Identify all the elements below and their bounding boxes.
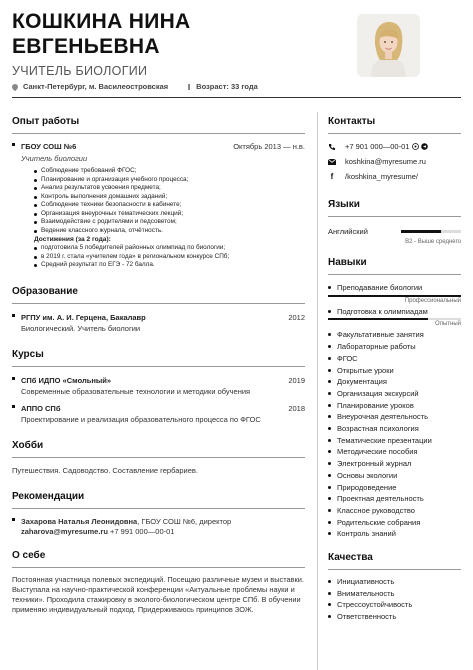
personal-meta bbox=[12, 82, 258, 91]
about-text: Постоянная участница полевых экспедиций. Посещаю различные музеи и выставки. Выступала на научно-практической конференции «Актуальные проблемы науки и техники». Проходила стажировку в эколого-биологическом центре СПб. В обучении применяю индивидуальный подход. Придерживаюсь принципов ЗОЖ. bbox=[12, 574, 304, 614]
skill-level: Профессиональный bbox=[404, 297, 461, 304]
qualities-section bbox=[328, 552, 461, 623]
language-level-fill bbox=[401, 230, 441, 233]
list-item: Взаимодействие с родителями и педсоветом; bbox=[34, 218, 305, 227]
job-title: УЧИТЕЛЬ БИОЛОГИИ bbox=[12, 64, 148, 78]
name-line-1: КОШКИНА НИНА bbox=[12, 10, 191, 33]
skill-item: Организация экскурсий bbox=[328, 388, 461, 400]
experience-org: ГБОУ СОШ №6 bbox=[12, 142, 76, 151]
references-section bbox=[12, 491, 305, 537]
left-column bbox=[12, 116, 305, 615]
skill-item: Подготовка к олимпиадам bbox=[328, 306, 461, 318]
hobby-section bbox=[12, 440, 305, 476]
location-text: Санкт-Петербург, м. Василеостровская bbox=[23, 82, 169, 91]
whatsapp-icon[interactable] bbox=[412, 143, 419, 150]
reference-name: Захарова Наталья Леонидовна bbox=[21, 516, 138, 526]
list-item: Соблюдение техники безопасности в кабинете; bbox=[34, 201, 305, 210]
courses-title: Курсы bbox=[12, 348, 44, 360]
section-divider bbox=[12, 508, 305, 509]
social-text: /koshkina_myresume/ bbox=[345, 172, 418, 181]
email-icon bbox=[328, 158, 336, 166]
language-level: B2 - Выше среднего bbox=[405, 239, 461, 245]
phone-text: +7 901 000—00-01 bbox=[345, 142, 410, 151]
duties-list bbox=[34, 167, 305, 235]
courses-section bbox=[12, 349, 305, 424]
course-org: СПб ИДПО «Смольный» bbox=[12, 376, 111, 385]
quality-item: Инициативность bbox=[328, 576, 461, 588]
experience-section bbox=[12, 116, 305, 270]
skill-item: Преподавание биологии bbox=[328, 282, 461, 294]
section-divider bbox=[12, 457, 305, 458]
location-pin-icon bbox=[11, 82, 19, 90]
skill-level-fill bbox=[328, 295, 461, 297]
skill-item: ФГОС bbox=[328, 353, 461, 365]
section-divider bbox=[328, 216, 461, 217]
quality-item: Внимательность bbox=[328, 588, 461, 600]
education-entry-head bbox=[12, 313, 305, 322]
contact-social[interactable] bbox=[328, 172, 461, 181]
list-item: Соблюдение требований ФГОС; bbox=[34, 167, 305, 176]
course-detail: Проектирование и реализация образовательного процесса по ФГОС bbox=[21, 414, 261, 424]
reference-position: , ГБОУ СОШ №6, директор bbox=[137, 516, 232, 526]
education-title: Образование bbox=[12, 285, 78, 297]
education-detail: Биологический. Учитель биологии bbox=[21, 323, 141, 333]
right-column bbox=[328, 116, 461, 623]
qualities-title: Качества bbox=[328, 552, 373, 564]
skill-item: Основы экологии bbox=[328, 470, 461, 482]
skill-item: Возрастная психология bbox=[328, 423, 461, 435]
skill-item: Планирование уроков bbox=[328, 400, 461, 412]
quality-item: Стрессоустойчивость bbox=[328, 599, 461, 611]
education-org: РГПУ им. А. И. Герцена, Бакалавр bbox=[12, 313, 146, 322]
course-year: 2018 bbox=[288, 403, 305, 413]
course-detail: Современные образовательные технологии и методики обучения bbox=[21, 386, 251, 396]
course-year: 2019 bbox=[288, 375, 305, 385]
contacts-title: Контакты bbox=[328, 116, 376, 127]
messenger-icons bbox=[412, 143, 428, 150]
list-item: подготовила 5 победителей районных олимпиад по биологии; bbox=[34, 244, 305, 253]
experience-position: Учитель биологии bbox=[21, 154, 88, 163]
skill-item: Проектная деятельность bbox=[328, 493, 461, 505]
achievements-title: Достижения (за 2 года): bbox=[34, 236, 111, 243]
reference-entry bbox=[12, 517, 305, 537]
skill-level-bar bbox=[328, 295, 461, 297]
course-entry-head bbox=[12, 404, 305, 413]
language-row bbox=[328, 227, 461, 236]
email-text: koshkina@myresume.ru bbox=[345, 157, 426, 166]
list-item: в 2019 г. стала «учителем года» в региональном конкурсе СПб; bbox=[34, 253, 305, 262]
skill-item: Открытые уроки bbox=[328, 365, 461, 377]
list-item: Планирование и организация учебного процесса; bbox=[34, 176, 305, 185]
section-divider bbox=[328, 274, 461, 275]
facebook-icon: f bbox=[330, 172, 334, 181]
reference-email[interactable]: zaharova@myresume.ru bbox=[21, 526, 108, 536]
skill-item: Тематические презентации bbox=[328, 435, 461, 447]
list-item: Анализ результатов усвоения предмета; bbox=[34, 184, 305, 193]
quality-item: Ответственность bbox=[328, 611, 461, 623]
hobby-text: Путешествия. Садоводство. Составление гербариев. bbox=[12, 465, 198, 475]
course-org: АППО СПб bbox=[12, 404, 60, 413]
skills-list bbox=[328, 329, 461, 540]
language-level-bar bbox=[401, 230, 461, 233]
reference-phone: +7 991 000—00-01 bbox=[107, 526, 175, 536]
languages-section bbox=[328, 199, 461, 245]
skills-title: Навыки bbox=[328, 257, 367, 268]
skill-item: Контроль знаний bbox=[328, 528, 461, 540]
hobby-title: Хобби bbox=[12, 439, 44, 451]
language-name: Английский bbox=[328, 227, 368, 236]
skill-item: Родительские собрания bbox=[328, 517, 461, 529]
list-item: Средний результат по ЕГЭ - 72 балла. bbox=[34, 261, 305, 270]
profile-photo bbox=[357, 14, 420, 77]
skill-item: Документация bbox=[328, 376, 461, 388]
education-section bbox=[12, 286, 305, 333]
contact-phone[interactable] bbox=[328, 142, 461, 151]
list-item: Ведение классного журнала, отчётность. bbox=[34, 227, 305, 236]
experience-title: Опыт работы bbox=[12, 116, 80, 127]
name-line-2: ЕВГЕНЬЕВНА bbox=[12, 35, 160, 58]
column-divider bbox=[317, 112, 318, 670]
about-section bbox=[12, 550, 305, 615]
skill-item: Природоведение bbox=[328, 482, 461, 494]
experience-dates: Октябрь 2013 — н.в. bbox=[233, 142, 305, 151]
references-title: Рекомендации bbox=[12, 490, 85, 502]
section-divider bbox=[12, 567, 305, 568]
section-divider bbox=[328, 133, 461, 134]
skill-level-fill bbox=[328, 318, 428, 320]
header-divider bbox=[12, 97, 461, 98]
skill-item: Лабораторные работы bbox=[328, 341, 461, 353]
skills-section bbox=[328, 257, 461, 540]
section-divider bbox=[328, 569, 461, 570]
education-year: 2012 bbox=[288, 312, 305, 322]
list-item: Контроль выполнения домашних заданий; bbox=[34, 193, 305, 202]
experience-entry-head bbox=[12, 142, 305, 151]
course-entry-head bbox=[12, 376, 305, 385]
achievements-list bbox=[34, 244, 305, 270]
list-item: Организация внеурочных тематических лекций; bbox=[34, 210, 305, 219]
skill-item: Электронный журнал bbox=[328, 458, 461, 470]
section-divider bbox=[12, 303, 305, 304]
skill-item: Факультативные занятия bbox=[328, 329, 461, 341]
phone-icon bbox=[328, 143, 336, 151]
skill-item: Внеурочная деятельность bbox=[328, 411, 461, 423]
languages-title: Языки bbox=[328, 199, 360, 210]
info-icon bbox=[188, 84, 190, 90]
contact-email[interactable] bbox=[328, 157, 461, 166]
skill-level-bar bbox=[328, 318, 461, 320]
about-title: О себе bbox=[12, 549, 46, 561]
skill-level: Опытный bbox=[435, 321, 461, 328]
skill-item: Методические пособия bbox=[328, 446, 461, 458]
contacts-section bbox=[328, 116, 461, 181]
age-text: Возраст: 33 года bbox=[196, 82, 258, 91]
telegram-icon[interactable] bbox=[421, 143, 428, 150]
skill-item: Классное руководство bbox=[328, 505, 461, 517]
full-name bbox=[12, 9, 191, 59]
section-divider bbox=[12, 366, 305, 367]
section-divider bbox=[12, 133, 305, 134]
